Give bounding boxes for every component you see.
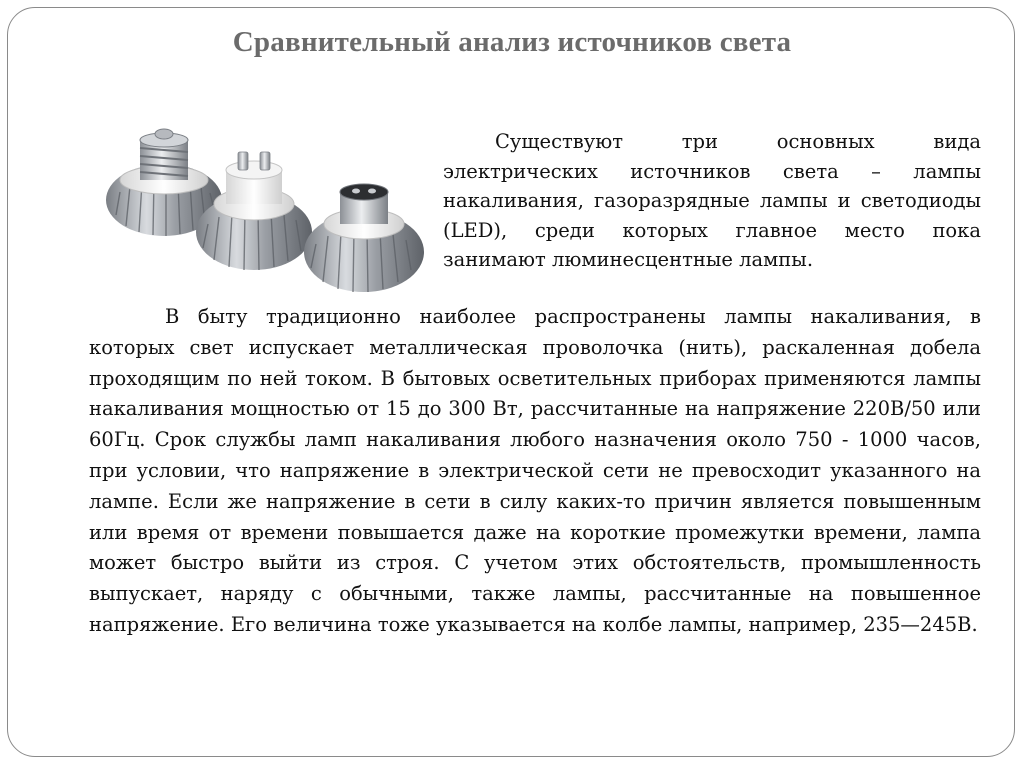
slide-title: Сравнительный анализ источников света xyxy=(232,26,792,58)
intro-paragraph xyxy=(443,127,981,275)
lamp-b22 xyxy=(304,184,424,292)
intro-text: Существуют три основных вида электрических источников света – лампы накаливания, газоразрядные лампы и светодиоды (LED), среди которых главное место пока занимают люминесцентные лампы. xyxy=(443,130,981,271)
main-text: В быту традиционно наиболее распространены лампы накаливания, в которых свет испускает металлическая проволочка (нить), раскаленная добела проходящим по ней током. В бытовых осветительных приборах применяются лампы накаливания мощностью от 15 до 300 Вт, рассчитанные на напряжение 220В/50 или 60Гц. Срок службы ламп накаливания любого назначения около 750 - 1000 часов, при условии, что напряжение в электрической сети не превосходит указанного на лампе. Если же напряжение в сети в силу каких-то причин является повышенным или время от времени повышается даже на короткие промежутки времени, лампа может быстро выйти из строя. С учетом этих обстоятельств, промышленность выпускает, наряду с обычными, также лампы, рассчитанные на повышенное напряжение. Его величина тоже указывается на колбе лампы, например, 235—245В. xyxy=(89,305,981,636)
lamp-gu10 xyxy=(196,152,312,270)
led-lamps-illustration xyxy=(102,120,432,300)
main-paragraph xyxy=(89,302,981,641)
